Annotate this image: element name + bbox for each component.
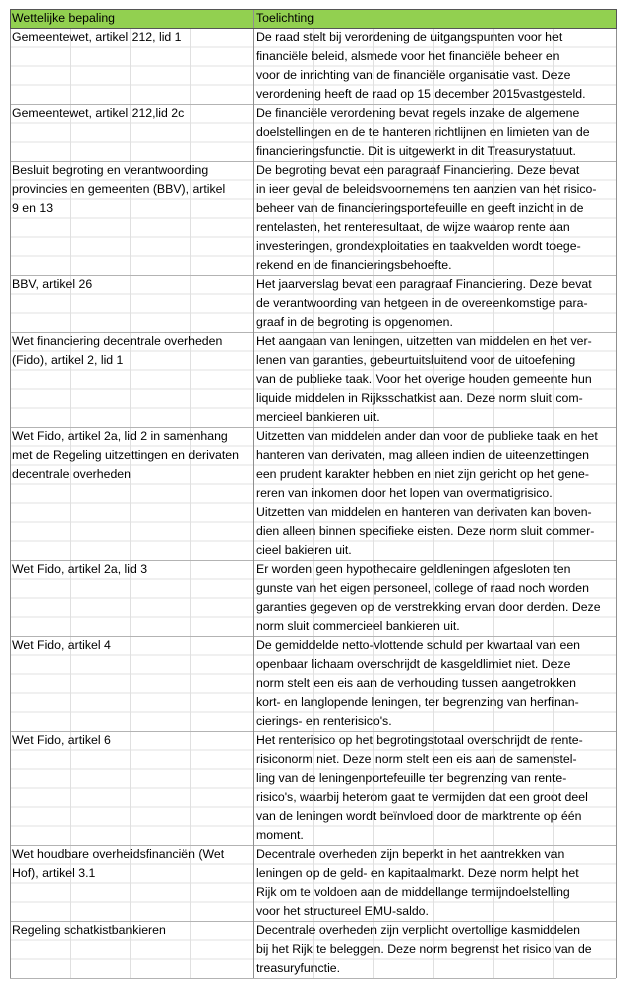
cell-toelichting[interactable]: Het aangaan van leningen, uitzetten van middelen en het ver- — [256, 334, 592, 348]
cell-toelichting[interactable]: mercieel bankieren uit. — [256, 410, 380, 424]
cell-toelichting[interactable]: de verantwoording van hetgeen in de overeenkomstige para- — [256, 296, 588, 310]
cell-toelichting[interactable]: voor de inrichting van de financiële organisatie vast. Deze — [256, 68, 571, 82]
cell-toelichting[interactable]: dien alleen binnen specifieke eisten. Deze norm sluit commer- — [256, 524, 595, 538]
cell-wettelijke-bepaling[interactable]: Besluit begroting en verantwoording — [12, 163, 209, 177]
cell-wettelijke-bepaling[interactable]: Wet Fido, artikel 2a, lid 2 in samenhang — [12, 429, 228, 443]
header-toelichting[interactable]: Toelichting — [256, 11, 315, 25]
cell-toelichting[interactable]: De financiële verordening bevat regels inzake de algemene — [256, 106, 580, 120]
cell-toelichting[interactable]: Het jaarverslag bevat een paragraaf Financiering. Deze bevat — [256, 277, 592, 291]
cell-toelichting[interactable]: De begroting bevat een paragraaf Financiering. Deze bevat — [256, 163, 580, 177]
cell-toelichting[interactable]: De gemiddelde netto-vlottende schuld per kwartaal van een — [256, 638, 581, 652]
cell-wettelijke-bepaling[interactable]: decentrale overheden — [12, 467, 131, 481]
cell-toelichting[interactable]: risiconorm niet. Deze norm stelt een eis aan de samenstel- — [256, 752, 577, 766]
cell-toelichting[interactable]: Het renterisico op het begrotingstotaal overschrijdt de rente- — [256, 733, 583, 747]
cell-toelichting[interactable]: Er worden geen hypothecaire geldleningen afgesloten ten — [256, 562, 571, 576]
cell-wettelijke-bepaling[interactable]: 9 en 13 — [12, 201, 54, 215]
cell-toelichting[interactable]: risico's, waarbij heterom gaat te vermijden dat een groot deel — [256, 790, 588, 804]
cell-wettelijke-bepaling[interactable]: Wet Fido, artikel 4 — [12, 638, 111, 652]
cell-toelichting[interactable]: Decentrale overheden zijn beperkt in het aantrekken van — [256, 847, 565, 861]
cell-toelichting[interactable]: Uitzetten van middelen en hanteren van derivaten kan boven- — [256, 505, 592, 519]
cell-toelichting[interactable]: rekend en de financieringsbehoefte. — [256, 258, 452, 272]
cell-wettelijke-bepaling[interactable]: met de Regeling uitzettingen en derivaten — [12, 448, 239, 462]
cell-toelichting[interactable]: garanties gegeven op de verstrekking ervan door derden. Deze — [256, 600, 601, 614]
cell-toelichting[interactable]: moment. — [256, 828, 304, 842]
cell-toelichting[interactable]: Decentrale overheden zijn verplicht overtollige kasmiddelen — [256, 923, 580, 937]
cell-toelichting[interactable]: kort- en langlopende leningen, ter begrenzing van herfinan- — [256, 695, 579, 709]
cell-wettelijke-bepaling[interactable]: Wet Fido, artikel 6 — [12, 733, 111, 747]
cell-wettelijke-bepaling[interactable]: BBV, artikel 26 — [12, 277, 93, 291]
cell-toelichting[interactable]: leningen op de geld- en kapitaalmarkt. Deze norm helpt het — [256, 866, 579, 880]
cell-toelichting[interactable]: cierings- en renterisico's. — [256, 714, 392, 728]
cell-toelichting[interactable]: norm stelt een eis aan de verhouding tussen aangetrokken — [256, 676, 576, 690]
cell-toelichting[interactable]: cieel bakieren uit. — [256, 543, 352, 557]
cell-toelichting[interactable]: graaf in de begroting is opgenomen. — [256, 315, 453, 329]
cell-toelichting[interactable]: in ieer geval de beleidsvoornemens ten aanzien van het risico- — [256, 182, 597, 196]
cell-wettelijke-bepaling[interactable]: Gemeentewet, artikel 212,lid 2c — [12, 106, 185, 120]
cell-toelichting[interactable]: De raad stelt bij verordening de uitgangspunten voor het — [256, 30, 563, 44]
cell-toelichting[interactable]: reren van inkomen door het lopen van overmatigrisico. — [256, 486, 553, 500]
cell-wettelijke-bepaling[interactable]: (Fido), artikel 2, lid 1 — [12, 353, 124, 367]
cell-toelichting[interactable]: investeringen, grondexploitaties en taakvelden wordt toege- — [256, 239, 581, 253]
cell-toelichting[interactable]: Uitzetten van middelen ander dan voor de publieke taak en het — [256, 429, 598, 443]
cell-toelichting[interactable]: treasuryfunctie. — [256, 961, 341, 975]
cell-toelichting[interactable]: voor het structureel EMU-saldo. — [256, 904, 429, 918]
cell-toelichting[interactable]: een prudent karakter hebben en niet zijn gericht op het gene- — [256, 467, 589, 481]
cell-toelichting[interactable]: rentelasten, het renteresultaat, de wijze waarop rente aan — [256, 220, 570, 234]
cell-toelichting[interactable]: doelstellingen en de te hanteren richtlijnen en limieten van de — [256, 125, 590, 139]
cell-wettelijke-bepaling[interactable]: provincies en gemeenten (BBV), artikel — [12, 182, 226, 196]
cell-toelichting[interactable]: bij het Rijk te beleggen. Deze norm begrenst het risico van de — [256, 942, 592, 956]
cell-toelichting[interactable]: norm sluit commercieel bankieren uit. — [256, 619, 460, 633]
cell-wettelijke-bepaling[interactable]: Regeling schatkistbankieren — [12, 923, 166, 937]
cell-toelichting[interactable]: beheer van de financieringsportefeuille en geeft inzicht in de — [256, 201, 584, 215]
cell-toelichting[interactable]: gunste van het eigen personeel, college of raad noch worden — [256, 581, 589, 595]
cell-toelichting[interactable]: lenen van garanties, gebeurtuitsluitend voor de uitoefening — [256, 353, 576, 367]
cell-toelichting[interactable]: Rijk om te voldoen aan de middellange termijndoelstelling — [256, 885, 570, 899]
cell-wettelijke-bepaling[interactable]: Wet houdbare overheidsfinanciën (Wet — [12, 847, 225, 861]
cell-toelichting[interactable]: hanteren van derivaten, mag alleen indien de uiteenzettingen — [256, 448, 589, 462]
cell-wettelijke-bepaling[interactable]: Gemeentewet, artikel 212, lid 1 — [12, 30, 182, 44]
header-wettelijke-bepaling[interactable]: Wettelijke bepaling — [12, 11, 115, 25]
cell-toelichting[interactable]: ling van de leningenportefeuille ter begrenzing van rente- — [256, 771, 567, 785]
cell-wettelijke-bepaling[interactable]: Wet Fido, artikel 2a, lid 3 — [12, 562, 148, 576]
cell-toelichting[interactable]: verordening heeft de raad op 15 december 2015vastgesteld. — [256, 87, 586, 101]
cell-toelichting[interactable]: liquide middelen in Rijksschatkist aan. Deze norm sluit com- — [256, 391, 583, 405]
cell-wettelijke-bepaling[interactable]: Hof), artikel 3.1 — [12, 866, 96, 880]
cell-toelichting[interactable]: van de leningen wordt beïnvloed door de marktrente op één — [256, 809, 582, 823]
cell-toelichting[interactable]: financiële beleid, alsmede voor het financiële beheer en — [256, 49, 560, 63]
cell-toelichting[interactable]: financieringsfunctie. Dit is uitgewerkt in dit Treasurystatuut. — [256, 144, 576, 158]
cell-wettelijke-bepaling[interactable]: Wet financiering decentrale overheden — [12, 334, 223, 348]
cell-toelichting[interactable]: van de publieke taak. Voor het overige houden gemeente hun — [256, 372, 592, 386]
cell-toelichting[interactable]: openbaar lichaam overschrijdt de kasgeldlimiet niet. Deze — [256, 657, 571, 671]
